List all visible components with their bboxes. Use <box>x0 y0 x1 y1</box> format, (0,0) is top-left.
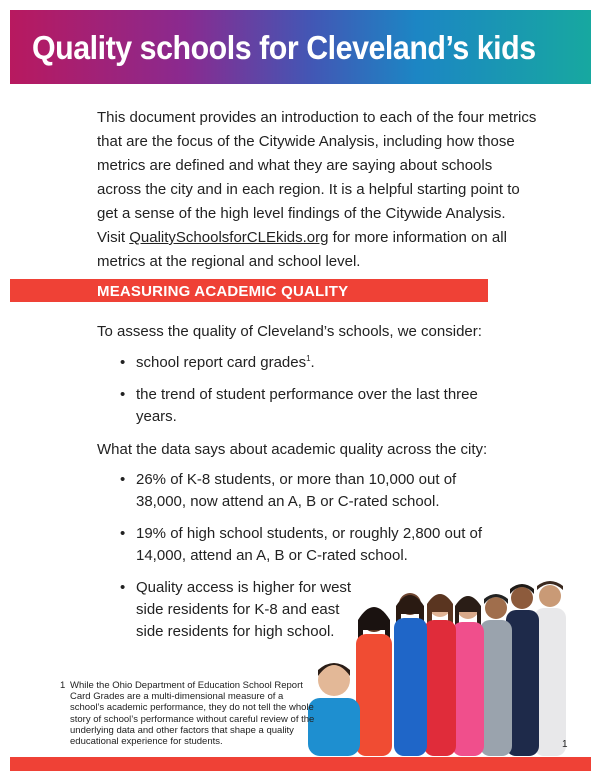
list-item: • the trend of student performance over the last three years. <box>118 384 518 428</box>
list-item: • 19% of high school students, or roughly 2,800 out of 14,000, attend an A, B or C-rated school. <box>118 523 498 567</box>
intro-text-start: This document provides an introduction to each of the four metrics that are the focus of the Citywide Analysis, including how those metrics are defined and what they are saying about schools across the city and in each region. It is a helpful starting point to get a sense of the high level findings of the Citywide Analysis. Visit <box>97 109 537 246</box>
student-figure <box>452 596 484 756</box>
list-item: • 26% of K-8 students, or more than 10,000 out of 38,000, now attend an A, B or C-rated school. <box>118 469 498 513</box>
student-figure <box>424 594 456 756</box>
list-item: • Quality access is higher for west side residents for K-8 and east side residents for high school. <box>118 577 358 643</box>
footnote-text: While the Ohio Department of Education School Report Card Grades are a multi-dimensional measure of a school’s academic performance, they do not tell the whole story of school’s performance without careful review of the underlying data and other factors that shape a quality educational experience for students. <box>70 680 315 748</box>
footnote-ref: 1 <box>306 354 311 363</box>
website-link[interactable]: QualitySchoolsforCLEkids.org <box>129 229 329 246</box>
intro-paragraph <box>97 106 537 274</box>
group-of-students-photo <box>290 576 590 756</box>
page-title: Quality schools for Cleveland’s kids <box>32 29 536 66</box>
assess-lead: To assess the quality of Cleveland’s schools, we consider: <box>97 323 482 340</box>
data-says-lead: What the data says about academic quality across the city: <box>97 441 488 458</box>
section-title: MEASURING ACADEMIC QUALITY <box>97 283 349 300</box>
page-number: 1 <box>562 739 568 750</box>
assess-list <box>118 352 518 428</box>
student-figure <box>394 593 427 756</box>
footer-bar <box>10 757 591 771</box>
list-item: • school report card grades$^1$. <box>118 352 518 374</box>
footnote <box>60 680 320 748</box>
footnote-number: 1 <box>60 680 66 691</box>
student-figure <box>356 607 392 756</box>
intro-text-end: for more information on all metrics at the regional and school level. <box>97 229 507 270</box>
